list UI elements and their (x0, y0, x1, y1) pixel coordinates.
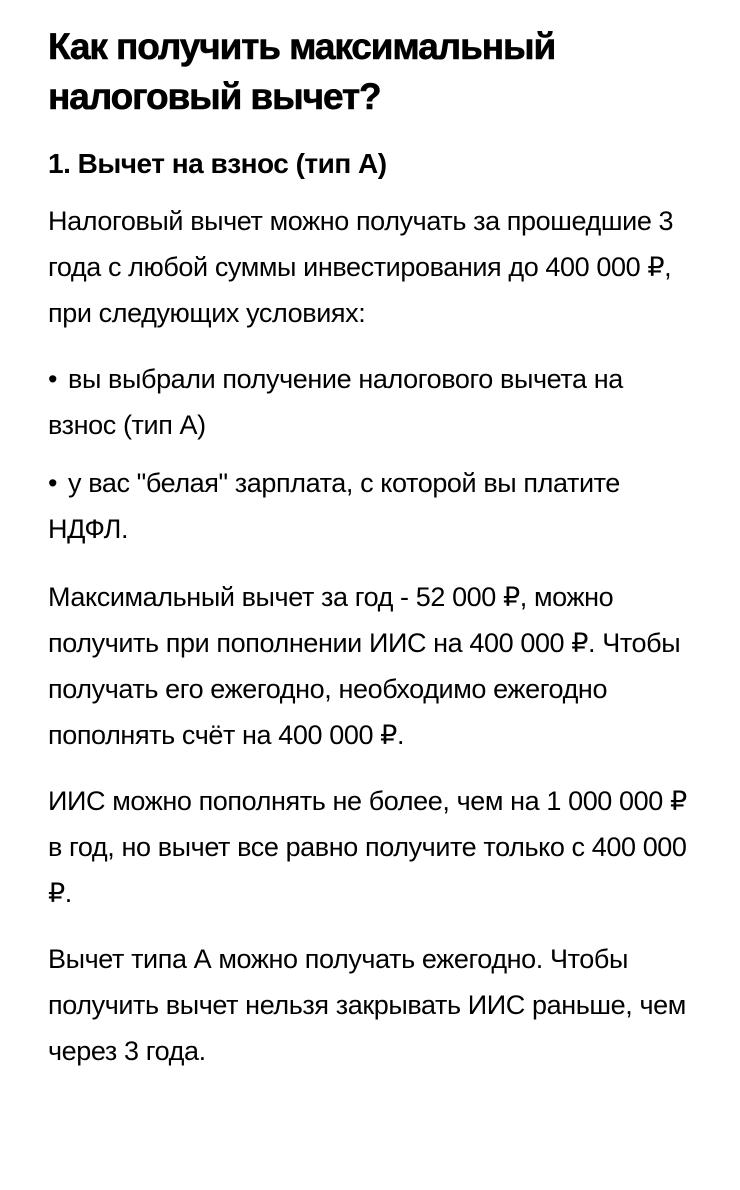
annual-deduction-paragraph: Вычет типа А можно получать ежегодно. Чтобы получить вычет нельзя закрывать ИИС раньше, чем через 3 года. (48, 944, 686, 1066)
bullet-icon: • (48, 468, 58, 498)
list-item-text: у вас "белая" зарплата, с которой вы платите НДФЛ. (48, 468, 620, 544)
list-item (48, 460, 692, 552)
article-title: Как получить максимальный налоговый вычет? (48, 26, 556, 117)
section-heading: 1. Вычет на взнос (тип А) (48, 148, 387, 179)
intro-paragraph: Налоговый вычет можно получать за прошедшие 3 года с любой суммы инвестирования до 400 000 ₽, при следующих условиях: (48, 206, 674, 328)
article (48, 22, 692, 1074)
list-item-text: вы выбрали получение налогового вычета на взнос (тип А) (48, 364, 623, 440)
list-item (48, 356, 692, 448)
max-deduction-paragraph: Максимальный вычет за год - 52 000 ₽, можно получить при пополнении ИИС на 400 000 ₽. Чтобы получать его ежегодно, необходимо ежегодно пополнять счёт на 400 000 ₽. (48, 582, 681, 750)
deposit-limit-paragraph: ИИС можно пополнять не более, чем на 1 000 000 ₽ в год, но вычет все равно получите только с 400 000 ₽. (48, 786, 687, 908)
conditions-list (48, 356, 692, 552)
bullet-icon: • (48, 364, 58, 394)
